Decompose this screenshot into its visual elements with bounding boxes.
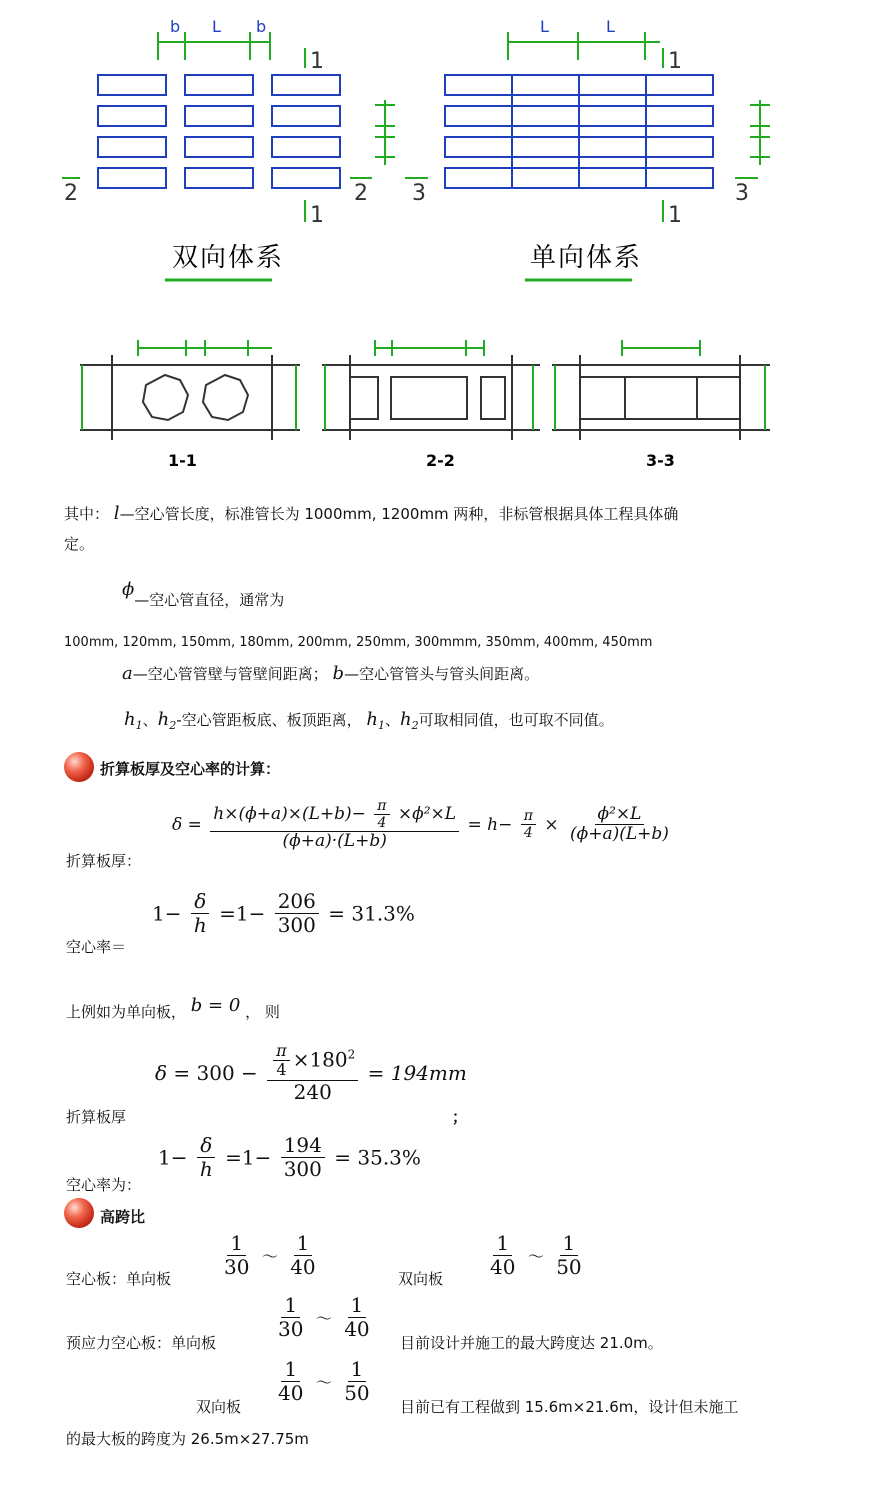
mark-2-left: 2 xyxy=(64,181,78,206)
void-formula-2: 1− $\frac{\delta}{h}$ =1− $\frac{194}{300}$ = 35.3% xyxy=(158,1133,421,1181)
def-l-cont: 定。 xyxy=(64,535,95,553)
dim-b-right: b xyxy=(256,17,267,36)
ratio-prestress-one-way: $\frac{1}{30}$ ～ $\frac{1}{40}$ xyxy=(278,1293,370,1341)
section2-heading: 高跨比 xyxy=(100,1208,146,1226)
thickness2-label: 折算板厚 xyxy=(66,1108,127,1126)
dim-L-one-way-1: L xyxy=(540,17,549,36)
void2-label: 空心率为： xyxy=(66,1176,142,1194)
l-text: —空心管长度，标准管长为 1000mm, 1200mm 两种，非标管根据具体工程具体确 xyxy=(119,505,679,523)
two-way-pipes xyxy=(98,75,340,188)
dimension-text-top xyxy=(170,17,615,36)
dimension-lines-top-left xyxy=(158,32,660,60)
def-l-line xyxy=(64,502,678,525)
b-equals-zero: b = 0 xyxy=(190,995,241,1016)
two-way-note: 目前已有工程做到 15.6m×21.6m，设计但未施工 xyxy=(400,1398,739,1416)
ratio-hollow-one-way: $\frac{1}{30}$ ～ $\frac{1}{40}$ xyxy=(224,1231,316,1279)
h1-symbol-2: $h_1$ xyxy=(366,709,385,732)
h1-symbol: $h_1$ xyxy=(124,709,143,732)
mark-1-top-right: 1 xyxy=(668,49,682,74)
section-1-1-dims xyxy=(82,340,296,430)
dim-L-one-way-2: L xyxy=(606,17,615,36)
def-h-line xyxy=(124,708,614,733)
def-diameters: 100mm, 120mm, 150mm, 180mm, 200mm, 250mm, 300mmm, 350mm, 400mm, 450mm xyxy=(64,635,653,650)
num-240: 240 xyxy=(293,1079,332,1104)
a-symbol: a xyxy=(122,663,133,684)
h-text-2: 可取相同值，也可取不同值。 xyxy=(418,711,614,729)
two-way-label-2: 双向板 xyxy=(196,1398,242,1416)
void-result-2: 35.3% xyxy=(357,1145,421,1170)
intro-label: 其中： xyxy=(64,505,110,523)
prestress-label: 预应力空心板：单向板 xyxy=(66,1334,217,1352)
def-a-b-line xyxy=(122,662,539,685)
phi-symbol: ϕ xyxy=(122,579,135,600)
num-194: 194 xyxy=(281,1134,325,1158)
mark-3-left: 3 xyxy=(412,181,426,206)
section-label-1-1: 1-1 xyxy=(168,451,197,470)
b-symbol: b xyxy=(332,663,345,684)
section1-heading: 折算板厚及空心率的计算： xyxy=(100,760,281,778)
void-label: 空心率＝ xyxy=(66,938,127,956)
section-2-2-dims xyxy=(325,340,533,430)
mark-1-top: 1 xyxy=(310,49,324,74)
ratio-prestress-two-way: $\frac{1}{40}$ ～ $\frac{1}{50}$ xyxy=(278,1357,370,1405)
thickness-formula: δ = h×(ϕ+a)×(L+b)− $\frac{\pi}{4}$ ×ϕ²×L (ϕ+a)·(L+b) = h− $\frac{\pi}{4}$ × $\frac{\text{ϕ²×L}}{(\phi+a)(L+b)}$ xyxy=(172,798,669,852)
plan-diagram xyxy=(0,0,880,480)
l-symbol: l xyxy=(113,503,120,524)
example-prefix: 上例如为单向板， xyxy=(66,1003,187,1021)
example-line xyxy=(66,995,280,1023)
h2-symbol: $h_2$ xyxy=(157,709,177,732)
b-text: —空心管管头与管头间距离。 xyxy=(344,665,540,683)
thickness-label: 折算板厚： xyxy=(66,852,142,870)
title-two-way: 双向体系 xyxy=(172,243,285,273)
section-label-2-2: 2-2 xyxy=(426,451,455,470)
def-phi-line xyxy=(122,578,285,609)
prestress-note: 目前设计并施工的最大跨度达 21.0m。 xyxy=(400,1334,663,1352)
title-one-way: 单向体系 xyxy=(530,243,643,273)
thickness-formula-2: δ = 300 − $\frac{\pi}{4}$ $\times 180^2$ 240 = 194mm xyxy=(155,1041,467,1104)
h-sep-2: 、 xyxy=(385,711,401,729)
a-text: —空心管管壁与管壁间距离； xyxy=(132,665,328,683)
section-label-3-3: 3-3 xyxy=(646,451,675,470)
thickness-result: 194mm xyxy=(390,1060,467,1085)
one-way-pipes xyxy=(445,75,713,188)
phi-text: —空心管直径，通常为 xyxy=(134,591,285,609)
dim-L-left: L xyxy=(212,17,221,36)
h2-symbol-2: $h_2$ xyxy=(400,709,419,732)
mark-1-bottom-right: 1 xyxy=(668,203,682,228)
example-suffix: ， 则 xyxy=(245,1003,280,1021)
final-line: 的最大板的跨度为 26.5m×27.75m xyxy=(66,1430,309,1448)
section-3-3 xyxy=(552,355,770,440)
two-way-label: 双向板 xyxy=(398,1270,444,1288)
num-300: 300 xyxy=(277,913,316,937)
h-sep-1: 、 xyxy=(142,711,158,729)
mark-2-right: 2 xyxy=(354,181,368,206)
mark-3-right: 3 xyxy=(735,181,749,206)
ratio-hollow-two-way: $\frac{1}{40}$ ～ $\frac{1}{50}$ xyxy=(490,1231,582,1279)
bullet-ball-icon xyxy=(64,752,94,782)
semicolon: ； xyxy=(452,1108,468,1126)
bullet-ball-icon-2 xyxy=(64,1198,94,1228)
section-3-3-dims xyxy=(555,340,765,430)
void-formula-1: 1− $\frac{\delta}{h}$ =1− $\frac{206}{300}$ = 31.3% xyxy=(152,889,415,937)
dim-b-left: b xyxy=(170,17,181,36)
hollow-label: 空心板：单向板 xyxy=(66,1270,172,1288)
section-2-2 xyxy=(322,355,540,440)
num-206: 206 xyxy=(275,890,319,914)
h-text: -空心管距板底、板顶距离， xyxy=(176,711,362,729)
void-result-1: 31.3% xyxy=(351,901,415,926)
mark-1-bottom: 1 xyxy=(310,203,324,228)
num-300-b: 300 xyxy=(283,1157,322,1181)
section-1-1 xyxy=(80,355,300,440)
